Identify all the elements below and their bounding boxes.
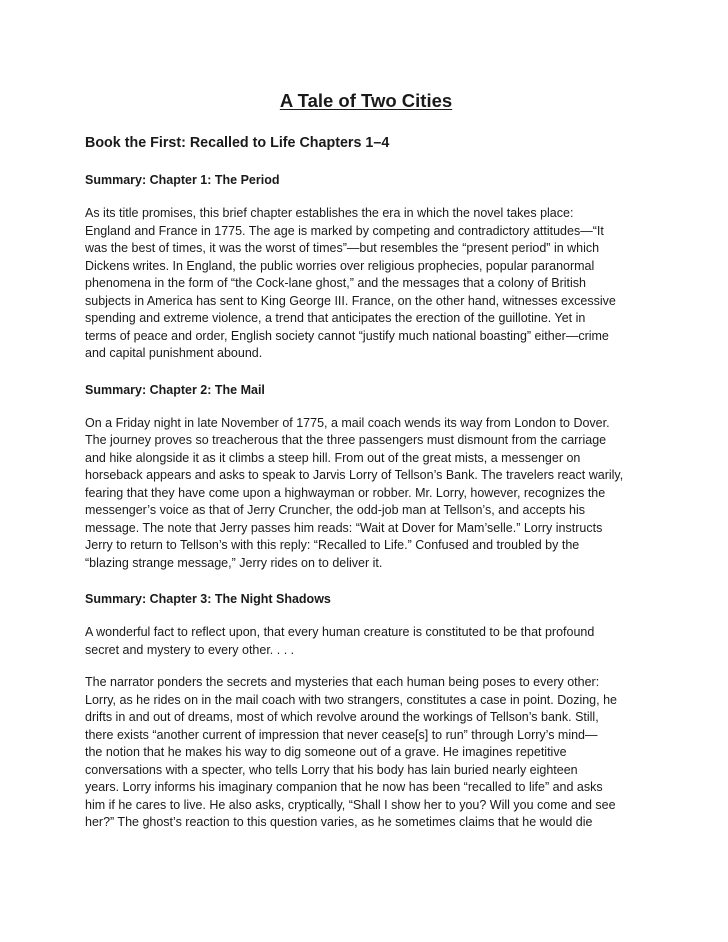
text-line: “blazing strange message,” Jerry rides on to deliver it. — [85, 555, 383, 570]
text-line: Dickens writes. In England, the public worries over religious prophecies, popular paranormal — [85, 258, 595, 273]
text-line: there exists “another current of impression that never cease[s] to run” through Lorry’s mind— — [85, 727, 598, 742]
text-line: and capital punishment abound. — [85, 346, 263, 360]
text-line: phenomena in the form of “the Cock-lane ghost,” and the messages that a colony of British — [85, 276, 586, 290]
text-line: secret and mystery to every other. . . . — [85, 642, 295, 657]
text-line: The journey proves so treacherous that the three passengers must dismount from the carriage — [85, 433, 607, 447]
text-line: terms of peace and order, English society cannot “justify much national boasting” either—crime — [85, 328, 609, 343]
text-line: was the best of times, it was the worst of times”—but resembles the “present period” in which — [85, 241, 600, 255]
text-line: the notion that he makes his way to dig someone out of a grave. He imagines repetitive — [85, 745, 567, 759]
text-line: him if he cares to live. He also asks, cryptically, “Shall I show her to you? Will you come and see — [85, 797, 616, 812]
document-title: A Tale of Two Cities — [279, 90, 453, 111]
text-line: On a Friday night in late November of 1775, a mail coach wends its way from London to Dover. — [85, 415, 610, 430]
book-heading: Book the First: Recalled to Life Chapters 1–4 — [85, 135, 390, 151]
chapter-1-paragraph — [85, 205, 647, 363]
chapter-3-heading: Summary: Chapter 3: The Night Shadows — [85, 592, 331, 606]
text-line: subjects in America has sent to King George III. France, on the other hand, witnesses excessive — [85, 293, 616, 308]
text-line: The narrator ponders the secrets and mysteries that each human being poses to every other: — [85, 675, 600, 689]
text-line: Jerry to return to Tellson’s with this reply: “Recalled to Life.” Confused and troubled by the — [85, 538, 580, 552]
text-line: England and France in 1775. The age is marked by competing and contradictory attitudes—“It — [85, 223, 604, 238]
chapter-3-paragraph — [85, 674, 647, 832]
text-line: horseback appears and asks to speak to Jarvis Lorry of Tellson’s Bank. The travelers react warily, — [85, 468, 624, 482]
chapter-3-epigraph — [85, 624, 647, 659]
text-line: and hike alongside it as it climbs a steep hill. From out of the great mists, a messenger on — [85, 450, 581, 465]
text-line: years. Lorry informs his imaginary companion that he now has been “recalled to life” and asks — [85, 780, 603, 794]
text-line: message. The note that Jerry passes him reads: “Wait at Dover for Mam’selle.” Lorry instructs — [85, 520, 603, 535]
text-line: fearing that they have come upon a highwayman or robber. Mr. Lorry, however, recognizes the — [85, 485, 606, 500]
text-line: messenger’s voice as that of Jerry Cruncher, the odd-job man at Tellson’s, and accepts his — [85, 503, 586, 517]
chapter-2-paragraph — [85, 415, 647, 573]
text-line: spending and extreme violence, a trend that anticipates the erection of the guillotine. Yet in — [85, 311, 586, 325]
text-line: drifts in and out of dreams, most of which revolve around the workings of Tellson’s bank. Still, — [85, 710, 599, 724]
document-body — [85, 88, 647, 832]
text-line: As its title promises, this brief chapter establishes the era in which the novel takes place: — [85, 206, 574, 220]
text-line: A wonderful fact to reflect upon, that every human creature is constituted to be that profound — [85, 625, 595, 639]
chapter-1-heading: Summary: Chapter 1: The Period — [85, 173, 280, 187]
text-line: her?” The ghost’s reaction to this question varies, as he sometimes claims that he would die — [85, 815, 593, 829]
text-line: Lorry, as he rides on in the mail coach with two strangers, constitutes a case in point. Dozing, he — [85, 692, 617, 707]
chapter-2-heading: Summary: Chapter 2: The Mail — [85, 382, 265, 397]
text-line: conversations with a specter, who tells Lorry that his body has lain buried nearly eighteen — [85, 762, 578, 777]
